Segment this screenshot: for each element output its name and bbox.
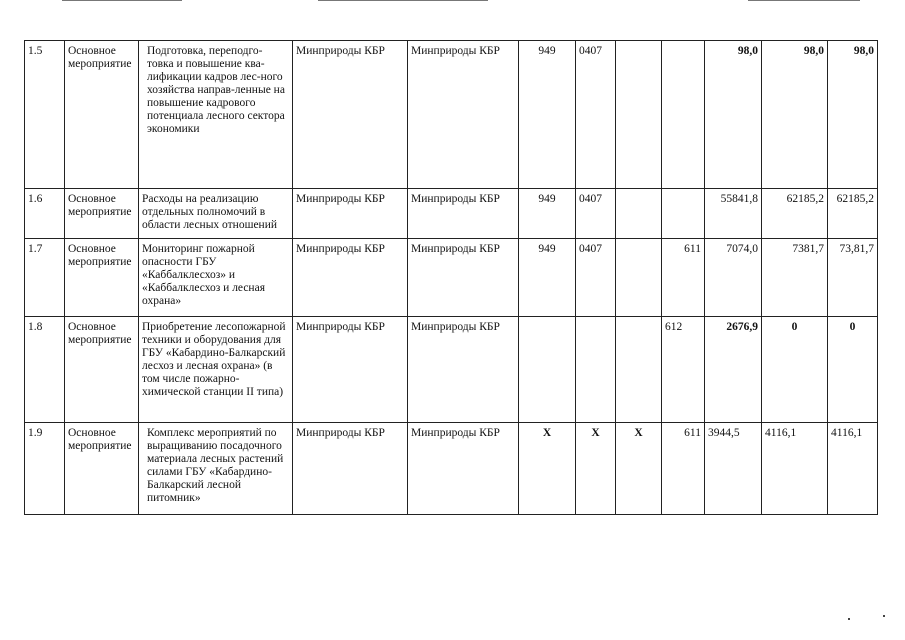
amount-year-2: 4116,1 — [762, 423, 828, 515]
grbs-code: Х — [519, 423, 576, 515]
amount-year-1: 7074,0 — [705, 239, 762, 317]
grbs-code: 949 — [519, 239, 576, 317]
grbs-code: 949 — [519, 189, 576, 239]
activity-name: Комплекс мероприятий по выращиванию посадочного материала лесных растений силами ГБУ «Кабардино-Балкарский лесной питомник» — [139, 423, 293, 515]
amount-year-3: 98,0 — [828, 41, 878, 189]
responsible-executor: Минприроды КБР — [293, 423, 408, 515]
grbs-code — [519, 317, 576, 423]
header-rule-left — [62, 0, 182, 1]
expense-type-code — [662, 189, 705, 239]
row-number: 1.5 — [25, 41, 65, 189]
expense-type-code: 611 — [662, 423, 705, 515]
row-number: 1.6 — [25, 189, 65, 239]
target-article-code — [616, 189, 662, 239]
co-executor: Минприроды КБР — [408, 41, 519, 189]
header-rule-right — [748, 0, 860, 1]
amount-year-2: 98,0 — [762, 41, 828, 189]
co-executor: Минприроды КБР — [408, 189, 519, 239]
header-rule-middle — [318, 0, 488, 1]
amount-year-1: 55841,8 — [705, 189, 762, 239]
grbs-code: 949 — [519, 41, 576, 189]
expense-type-code: 612 — [662, 317, 705, 423]
table-row — [25, 239, 878, 317]
amount-year-3: 73,81,7 — [828, 239, 878, 317]
amount-year-1: 2676,9 — [705, 317, 762, 423]
section-code — [576, 317, 616, 423]
expense-type-code: 611 — [662, 239, 705, 317]
table-row — [25, 317, 878, 423]
section-code: 0407 — [576, 41, 616, 189]
row-number: 1.9 — [25, 423, 65, 515]
table-row — [25, 423, 878, 515]
section-code: 0407 — [576, 239, 616, 317]
amount-year-2: 0 — [762, 317, 828, 423]
scan-speck — [883, 615, 885, 617]
amount-year-2: 62185,2 — [762, 189, 828, 239]
responsible-executor: Минприроды КБР — [293, 189, 408, 239]
scan-speck — [848, 618, 850, 620]
row-number: 1.8 — [25, 317, 65, 423]
amount-year-3: 4116,1 — [828, 423, 878, 515]
responsible-executor: Минприроды КБР — [293, 239, 408, 317]
activity-type: Основное мероприятие — [65, 189, 139, 239]
activity-type: Основное мероприятие — [65, 317, 139, 423]
co-executor: Минприроды КБР — [408, 423, 519, 515]
co-executor: Минприроды КБР — [408, 239, 519, 317]
target-article-code — [616, 239, 662, 317]
activity-name: Приобретение лесопожарной техники и оборудования для ГБУ «Кабардино-Балкарский лесхоз и лесная охрана» (в том числе пожарно-химической станции II типа) — [139, 317, 293, 423]
amount-year-3: 0 — [828, 317, 878, 423]
target-article-code: Х — [616, 423, 662, 515]
activity-type: Основное мероприятие — [65, 239, 139, 317]
activity-name: Подготовка, переподго-товка и повышение ква-лификации кадров лес-ного хозяйства направ-ленные на повышение кадрового потенциала лесного сектора экономики — [139, 41, 293, 189]
activity-name: Мониторинг пожарной опасности ГБУ «Каббалклесхоз» и «Каббалклесхоз и лесная охрана» — [139, 239, 293, 317]
program-activities-table — [24, 40, 878, 515]
activity-type: Основное мероприятие — [65, 423, 139, 515]
amount-year-1: 98,0 — [705, 41, 762, 189]
responsible-executor: Минприроды КБР — [293, 317, 408, 423]
row-number: 1.7 — [25, 239, 65, 317]
activity-name: Расходы на реализацию отдельных полномочий в области лесных отношений — [139, 189, 293, 239]
co-executor: Минприроды КБР — [408, 317, 519, 423]
responsible-executor: Минприроды КБР — [293, 41, 408, 189]
table-row — [25, 189, 878, 239]
section-code: 0407 — [576, 189, 616, 239]
expense-type-code — [662, 41, 705, 189]
amount-year-2: 7381,7 — [762, 239, 828, 317]
amount-year-1: 3944,5 — [705, 423, 762, 515]
section-code: Х — [576, 423, 616, 515]
target-article-code — [616, 41, 662, 189]
target-article-code — [616, 317, 662, 423]
amount-year-3: 62185,2 — [828, 189, 878, 239]
table-row — [25, 41, 878, 189]
activity-type: Основное мероприятие — [65, 41, 139, 189]
